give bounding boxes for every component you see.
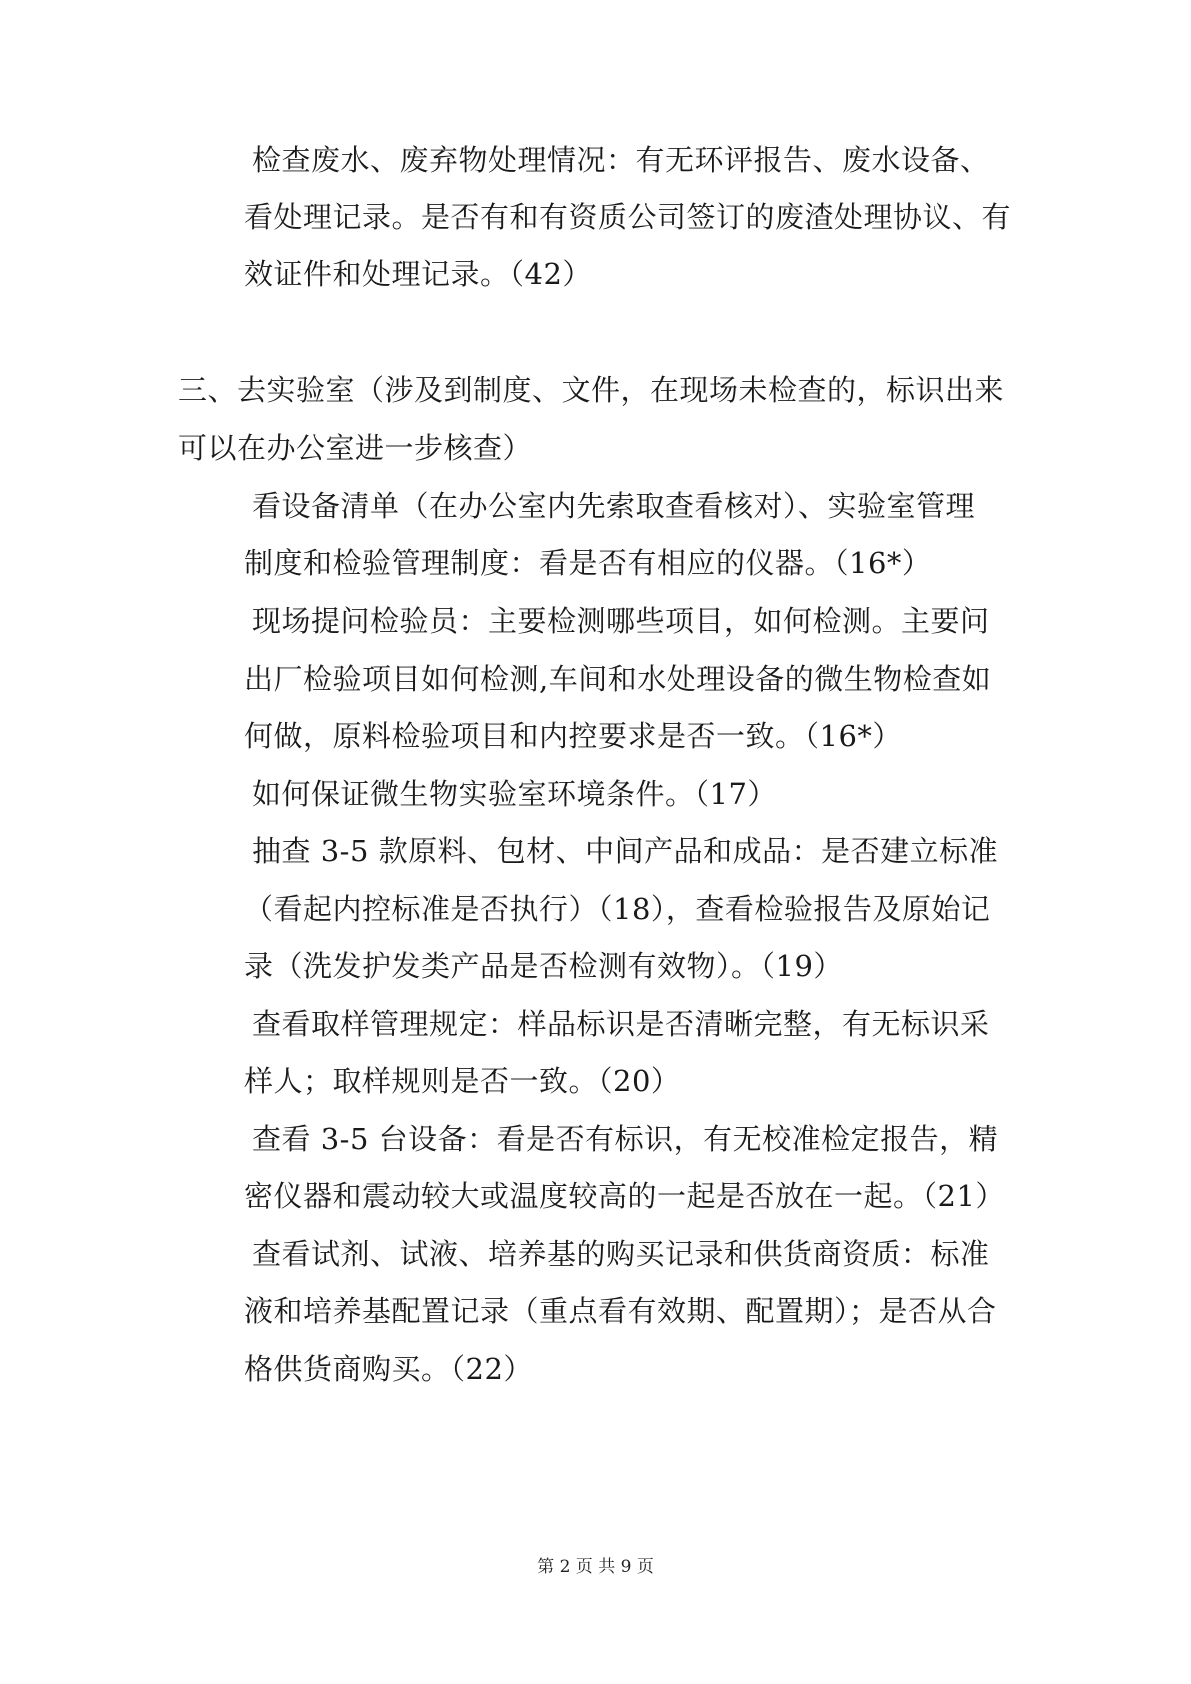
- paragraph-line: 出厂检验项目如何检测,车间和水处理设备的微生物检查如: [244, 662, 992, 696]
- paragraph-line: 查看 3-5 台设备：看是否有标识，有无校准检定报告，精: [252, 1122, 999, 1156]
- paragraph-line: 如何保证微生物实验室环境条件。（17）: [252, 777, 777, 811]
- paragraph-line: 录（洗发护发类产品是否检测有效物）。（19）: [244, 949, 843, 983]
- paragraph-line: 检查废水、废弃物处理情况：有无环评报告、废水设备、: [252, 143, 990, 177]
- paragraph-line: 制度和检验管理制度：看是否有相应的仪器。（16*）: [244, 546, 932, 580]
- section-heading: 三、去实验室（涉及到制度、文件，在现场未检查的，标识出来: [178, 373, 1005, 407]
- paragraph-line: 看处理记录。是否有和有资质公司签订的废渣处理协议、有: [244, 200, 1012, 234]
- page-number-footer: 第 2 页 共 9 页: [537, 1557, 654, 1577]
- paragraph-line: 抽查 3-5 款原料、包材、中间产品和成品：是否建立标准: [252, 834, 999, 868]
- paragraph-line: 现场提问检验员：主要检测哪些项目，如何检测。主要问: [252, 604, 990, 638]
- paragraph-line: 查看取样管理规定：样品标识是否清晰完整，有无标识采: [252, 1007, 990, 1041]
- paragraph-line: 查看试剂、试液、培养基的购买记录和供货商资质：标准: [252, 1237, 990, 1271]
- paragraph-line: 密仪器和震动较大或温度较高的一起是否放在一起。（21）: [244, 1179, 1005, 1213]
- paragraph-line: 液和培养基配置记录（重点看有效期、配置期）；是否从合: [244, 1294, 997, 1328]
- section-heading: 可以在办公室进一步核查）: [178, 431, 533, 465]
- paragraph-line: 样人；取样规则是否一致。（20）: [244, 1064, 681, 1098]
- paragraph-line: 看设备清单（在办公室内先索取查看核对）、实验室管理: [252, 489, 976, 523]
- paragraph-line: （看起内控标准是否执行）（18），查看检验报告及原始记: [244, 892, 991, 926]
- paragraph-line: 何做，原料检验项目和内控要求是否一致。（16*）: [244, 719, 902, 753]
- paragraph-line: 格供货商购买。（22）: [244, 1352, 533, 1386]
- paragraph-line: 效证件和处理记录。（42）: [244, 257, 592, 291]
